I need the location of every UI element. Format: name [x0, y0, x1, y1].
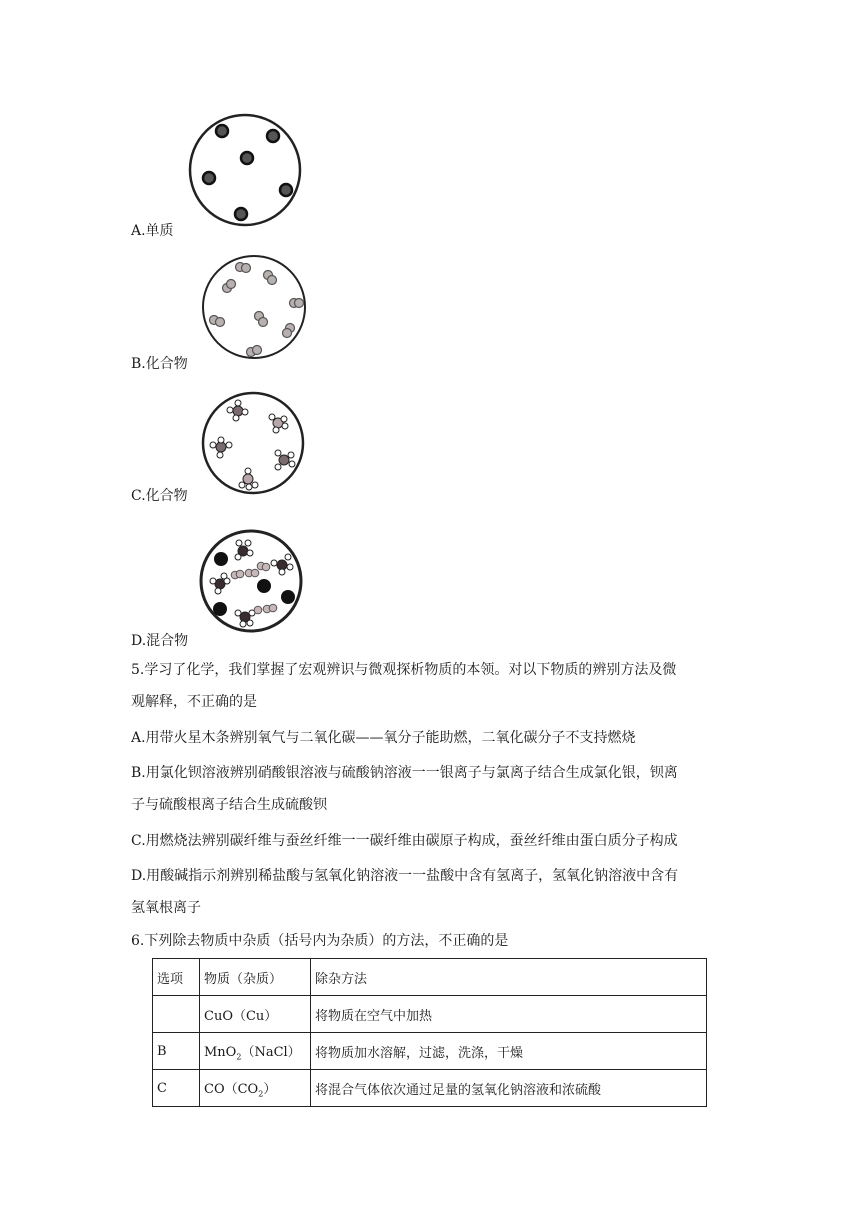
q6-table — [152, 958, 707, 1107]
q5-stem-line1: 5.学习了化学，我们掌握了宏观辨识与微观探析物质的本领。对以下物质的辨别方法及微 — [131, 662, 677, 678]
q4-option-d-label: D.混合物 — [131, 633, 189, 649]
q6-stem: 6.下列除去物质中杂质（括号内为杂质）的方法，不正确的是 — [131, 933, 509, 949]
q4-option-b-label: B.化合物 — [131, 356, 188, 372]
q5-option-d-line2: 氢氧根离子 — [131, 900, 201, 916]
q5-option-a: A.用带火星木条辨别氧气与二氧化碳——氧分子能助燃，二氧化碳分子不支持燃烧 — [131, 730, 636, 746]
q5-option-d-line1: D.用酸碱指示剂辨别稀盐酸与氢氧化钠溶液一一盐酸中含有氢离子，氢氧化钠溶液中含有 — [131, 868, 679, 884]
row-option: B — [153, 1033, 200, 1070]
q5-option-b-line1: B.用氯化钡溶液辨别硝酸银溶液与硫酸钠溶液一一银离子与氯离子结合生成氯化银，钡离 — [131, 765, 678, 781]
header-substance: 物质（杂质） — [200, 959, 311, 996]
atom — [280, 184, 292, 196]
diagram-d-mixture — [198, 526, 308, 636]
q5-stem-line2: 观解释，不正确的是 — [131, 694, 257, 710]
atom — [241, 152, 253, 164]
table-row — [153, 996, 707, 1033]
row-substance: CuO（Cu） — [200, 996, 311, 1033]
row-substance: $CO(CO_2)$ — [200, 1070, 311, 1107]
row-option: C — [153, 1070, 200, 1107]
row-substance: MnO$_2$（NaCl） — [200, 1033, 311, 1070]
atom — [235, 208, 247, 220]
table-row — [153, 1033, 707, 1070]
table-row — [153, 1070, 707, 1107]
atom — [216, 125, 228, 137]
diagram-c-compound — [200, 388, 308, 498]
table-header-row — [153, 959, 707, 996]
q4-option-c-label: C.化合物 — [131, 488, 188, 504]
row-method: 将物质加水溶解，过滤，洗涤，干燥 — [311, 1033, 707, 1070]
row-method: 将混合气体依次通过足量的氢氧化钠溶液和浓硫酸 — [311, 1070, 707, 1107]
header-option: 选项 — [153, 959, 200, 996]
q5-option-b-line2: 子与硫酸根离子结合生成硫酸钡 — [131, 797, 327, 813]
q4-option-a-label: A.单质 — [131, 223, 174, 239]
atom — [203, 172, 215, 184]
header-method: 除杂方法 — [311, 959, 707, 996]
row-method: 将物质在空气中加热 — [311, 996, 707, 1033]
row-option — [153, 996, 200, 1033]
q5-option-c: C.用燃烧法辨别碳纤维与蚕丝纤维一一碳纤维由碳原子构成，蚕丝纤维由蛋白质分子构成 — [131, 833, 678, 849]
diagram-b-diatomic — [200, 252, 310, 364]
atom — [267, 130, 279, 142]
diagram-a-element — [186, 112, 306, 230]
